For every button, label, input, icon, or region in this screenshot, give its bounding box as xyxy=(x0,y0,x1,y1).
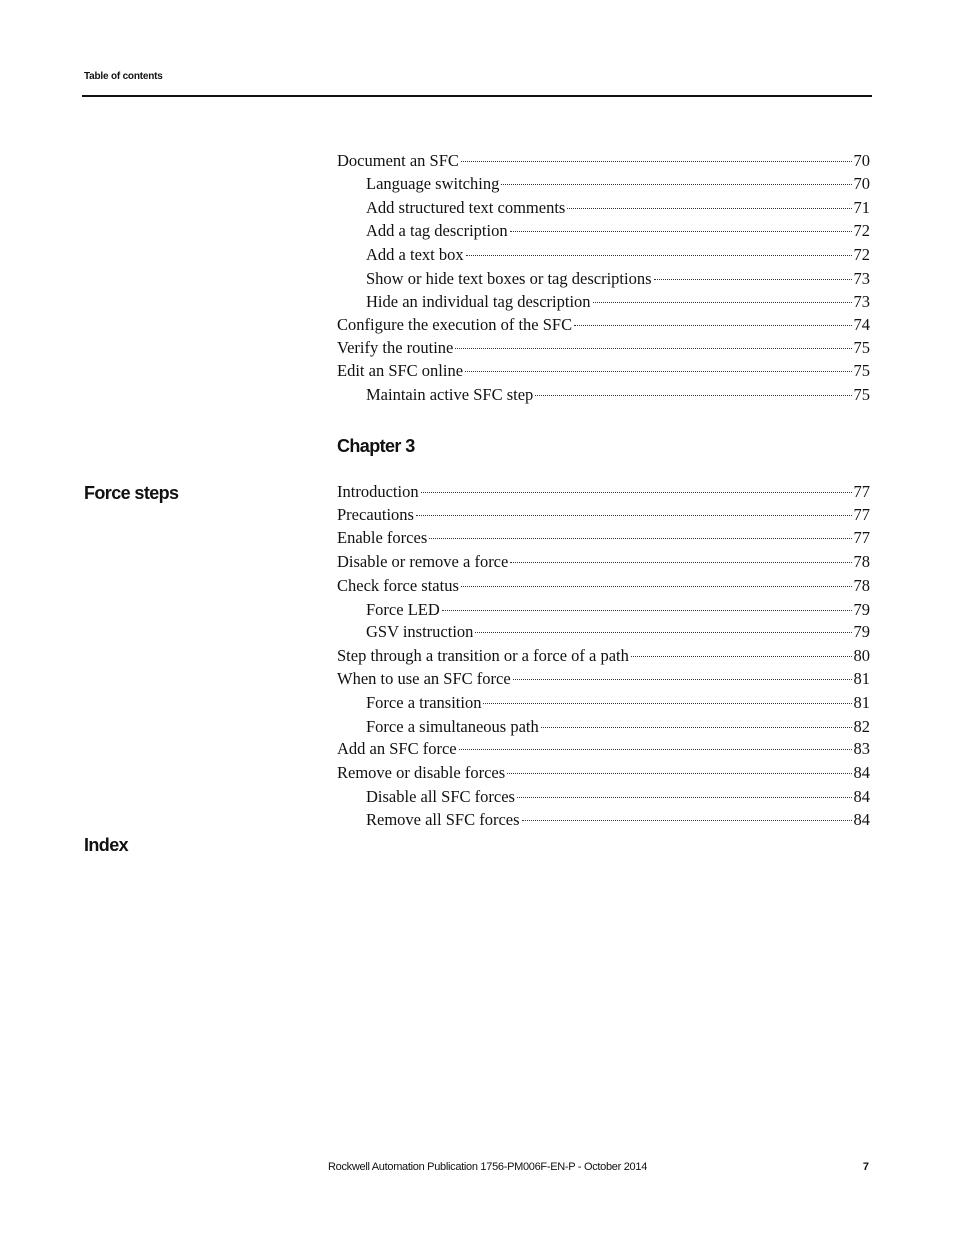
toc-entry-page: 79 xyxy=(853,622,870,641)
toc-entry-page: 81 xyxy=(853,669,870,688)
dot-leader xyxy=(513,679,852,680)
toc-entry-title: Document an SFC xyxy=(337,151,459,170)
footer-publication: Rockwell Automation Publication 1756-PM006F-EN-P - October 2014 xyxy=(328,1161,648,1173)
toc-entry[interactable] xyxy=(337,150,870,172)
toc-entry-page: 84 xyxy=(853,810,870,829)
toc-entry-title: Disable all SFC forces xyxy=(366,787,515,806)
dot-leader xyxy=(574,325,851,326)
dot-leader xyxy=(507,773,851,774)
page-number: 7 xyxy=(862,1161,869,1173)
dot-leader xyxy=(475,632,851,633)
toc-entry-page: 75 xyxy=(853,385,870,404)
toc-entry-page: 82 xyxy=(853,717,870,736)
toc-entry-page: 73 xyxy=(853,269,870,288)
toc-entry-title: Disable or remove a force xyxy=(337,552,509,571)
toc-entry-page: 77 xyxy=(853,505,870,524)
toc-entry-title: Verify the routine xyxy=(337,338,454,357)
toc-entry-page: 78 xyxy=(853,552,870,571)
dot-leader xyxy=(461,161,852,162)
dot-leader xyxy=(416,515,852,516)
toc-entry-title: Force a transition xyxy=(366,693,482,712)
toc-entry-title: Enable forces xyxy=(337,528,428,547)
section-heading-force-steps: Force steps xyxy=(84,483,179,503)
dot-leader xyxy=(510,562,851,563)
toc-entry-page: 77 xyxy=(853,482,870,501)
toc-entry-page: 70 xyxy=(853,174,870,193)
toc-entry-title: Force a simultaneous path xyxy=(366,717,539,736)
toc-entry[interactable] xyxy=(337,738,870,760)
dot-leader xyxy=(483,703,851,704)
toc-entry-title: Introduction xyxy=(337,482,419,501)
toc-entry-title: GSV instruction xyxy=(366,622,474,641)
dot-leader xyxy=(466,255,852,256)
dot-leader xyxy=(465,371,851,372)
toc-entry-title: Force LED xyxy=(366,600,440,619)
toc-entry[interactable] xyxy=(337,337,870,359)
toc-entry-page: 79 xyxy=(853,600,870,619)
toc-entry-page: 84 xyxy=(853,787,870,806)
dot-leader xyxy=(541,727,852,728)
toc-entry[interactable] xyxy=(337,314,870,336)
toc-entry-page: 81 xyxy=(853,693,870,712)
dot-leader xyxy=(501,184,851,185)
dot-leader xyxy=(429,538,851,539)
toc-entry[interactable] xyxy=(337,762,870,784)
toc-entry-title: Add an SFC force xyxy=(337,739,457,758)
dot-leader xyxy=(631,656,852,657)
toc-entry-title: When to use an SFC force xyxy=(337,669,511,688)
toc-entry[interactable] xyxy=(366,716,870,738)
toc-entry-page: 73 xyxy=(853,292,870,311)
toc-entry[interactable] xyxy=(366,599,870,621)
toc-entry-title: Configure the execution of the SFC xyxy=(337,315,573,334)
dot-leader xyxy=(455,348,851,349)
toc-entry[interactable] xyxy=(337,668,870,690)
dot-leader xyxy=(517,797,852,798)
toc-entry[interactable] xyxy=(337,551,870,573)
toc-entry-page: 83 xyxy=(853,739,870,758)
toc-entry-title: Add structured text comments xyxy=(366,198,566,217)
toc-entry-title: Check force status xyxy=(337,576,459,595)
toc-entry[interactable] xyxy=(366,291,870,313)
toc-entry[interactable] xyxy=(366,786,870,808)
toc-entry-title: Add a text box xyxy=(366,245,464,264)
toc-entry-title: Maintain active SFC step xyxy=(366,385,534,404)
toc-entry[interactable] xyxy=(337,645,870,667)
dot-leader xyxy=(567,208,851,209)
toc-entry[interactable] xyxy=(337,481,870,503)
toc-entry-page: 78 xyxy=(853,576,870,595)
toc-entry[interactable] xyxy=(366,244,870,266)
toc-entry-page: 70 xyxy=(853,151,870,170)
toc-entry[interactable] xyxy=(366,809,870,831)
toc-entry[interactable] xyxy=(337,527,870,549)
toc-entry-title: Remove or disable forces xyxy=(337,763,506,782)
header-rule xyxy=(82,95,872,97)
toc-entry-title: Edit an SFC online xyxy=(337,361,464,380)
toc-entry[interactable] xyxy=(337,504,870,526)
dot-leader xyxy=(522,820,852,821)
toc-entry-page: 71 xyxy=(853,198,870,217)
toc-entry-title: Step through a transition or a force of a path xyxy=(337,646,629,665)
dot-leader xyxy=(593,302,852,303)
toc-entry[interactable] xyxy=(366,621,870,643)
toc-entry-title: Hide an individual tag description xyxy=(366,292,591,311)
dot-leader xyxy=(421,492,852,493)
toc-entry-page: 72 xyxy=(853,245,870,264)
toc-entry-title: Add a tag description xyxy=(366,221,508,240)
dot-leader xyxy=(442,610,852,611)
toc-entry-title: Show or hide text boxes or tag descriptions xyxy=(366,269,652,288)
dot-leader xyxy=(459,749,852,750)
chapter-label: Chapter 3 xyxy=(337,436,415,456)
toc-entry[interactable] xyxy=(366,197,870,219)
toc-entry-page: 77 xyxy=(853,528,870,547)
toc-entry-title: Language switching xyxy=(366,174,500,193)
toc-entry[interactable] xyxy=(366,220,870,242)
dot-leader xyxy=(535,395,851,396)
toc-entry-title: Precautions xyxy=(337,505,414,524)
toc-entry[interactable] xyxy=(337,575,870,597)
dot-leader xyxy=(461,586,852,587)
toc-entry[interactable] xyxy=(366,268,870,290)
toc-entry-page: 72 xyxy=(853,221,870,240)
dot-leader xyxy=(510,231,852,232)
toc-entry[interactable] xyxy=(366,384,870,406)
toc-entry-title: Remove all SFC forces xyxy=(366,810,520,829)
toc-entry[interactable] xyxy=(337,360,870,382)
section-heading-index: Index xyxy=(84,835,129,855)
toc-entry[interactable] xyxy=(366,173,870,195)
toc-entry-page: 74 xyxy=(853,315,870,334)
toc-entry-page: 75 xyxy=(853,338,870,357)
toc-entry-page: 84 xyxy=(853,763,870,782)
dot-leader xyxy=(654,279,852,280)
toc-entry[interactable] xyxy=(366,692,870,714)
toc-entry-page: 75 xyxy=(853,361,870,380)
toc-entry-page: 80 xyxy=(853,646,870,665)
running-head: Table of contents xyxy=(84,71,163,82)
